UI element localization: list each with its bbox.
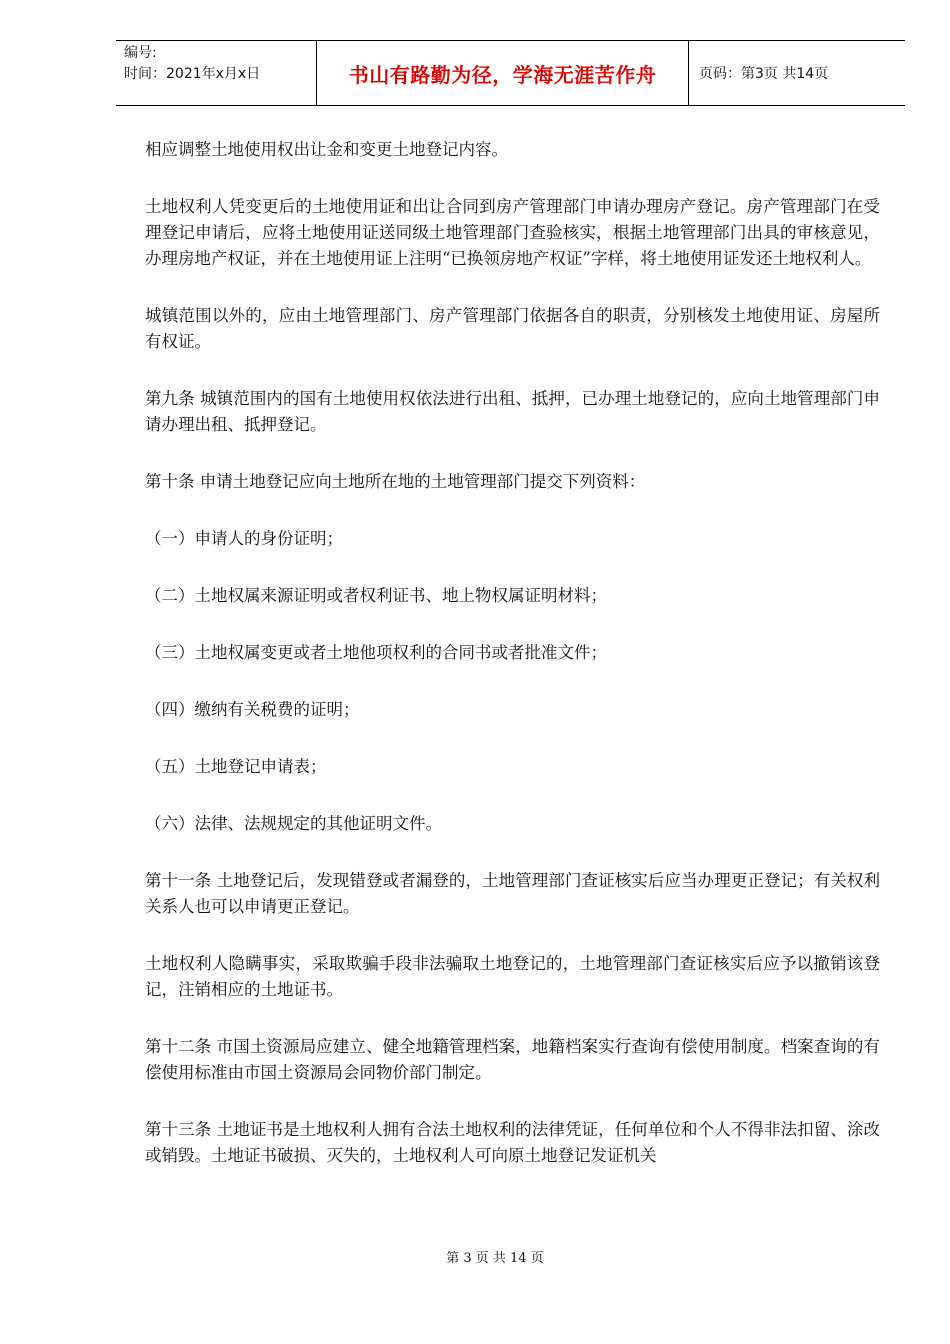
list-item: （三）土地权属变更或者土地他项权利的合同书或者批准文件； [145,643,607,662]
article-9: 第九条 城镇范围内的国有土地使用权依法进行出租、抵押，已办理土地登记的，应向土地管理部门申请办理出租、抵押登记。 [145,389,880,434]
paragraph: 土地权利人隐瞒事实，采取欺骗手段非法骗取土地登记的，土地管理部门查证核实后应予以撤销该登记，注销相应的土地证书。 [145,954,880,999]
page-footer: 第 3 页 共 14 页 [446,1251,544,1266]
document-header [116,40,905,106]
paragraph: 相应调整土地使用权出让金和变更土地登记内容。 [145,140,508,159]
serial-label: 编号: [124,45,157,61]
time-label: 时间：2021年x月x日 [124,66,261,82]
list-item: （一）申请人的身份证明； [145,529,343,548]
header-meta [116,41,316,105]
list-item: （四）缴纳有关税费的证明； [145,700,360,719]
list-item: （二）土地权属来源证明或者权利证书、地上物权属证明材料； [145,586,607,605]
article-12: 第十二条 市国土资源局应建立、健全地籍管理档案，地籍档案实行查询有偿使用制度。档案查询的有偿使用标准由市国土资源局会同物价部门制定。 [145,1037,880,1082]
header-page-info: 页码：第3页 共14页 [699,66,829,82]
article-13: 第十三条 土地证书是土地权利人拥有合法土地权利的法律凭证，任何单位和个人不得非法扣留、涂改或销毁。土地证书破损、灭失的，土地权利人可向原土地登记发证机关 [145,1120,880,1165]
list-item: （五）土地登记申请表； [145,757,327,776]
list-item: （六）法律、法规规定的其他证明文件。 [145,814,442,833]
document-body [145,137,880,1200]
article-10: 第十条 申请土地登记应向土地所在地的土地管理部门提交下列资料： [145,472,646,491]
header-motto: 书山有路勤为径，学海无涯苦作舟 [316,41,689,105]
paragraph: 土地权利人凭变更后的土地使用证和出让合同到房产管理部门申请办理房产登记。房产管理部门在受理登记申请后，应将土地使用证送同级土地管理部门查验核实，根据土地管理部门出具的审核意见，办理房地产权证，并在土地使用证上注明“已换领房地产权证”字样，将土地使用证发还土地权利人。 [145,197,880,268]
article-11: 第十一条 土地登记后，发现错登或者漏登的，土地管理部门查证核实后应当办理更正登记；有关权利关系人也可以申请更正登记。 [145,871,880,916]
paragraph: 城镇范围以外的，应由土地管理部门、房产管理部门依据各自的职责，分别核发土地使用证、房屋所有权证。 [145,306,880,351]
